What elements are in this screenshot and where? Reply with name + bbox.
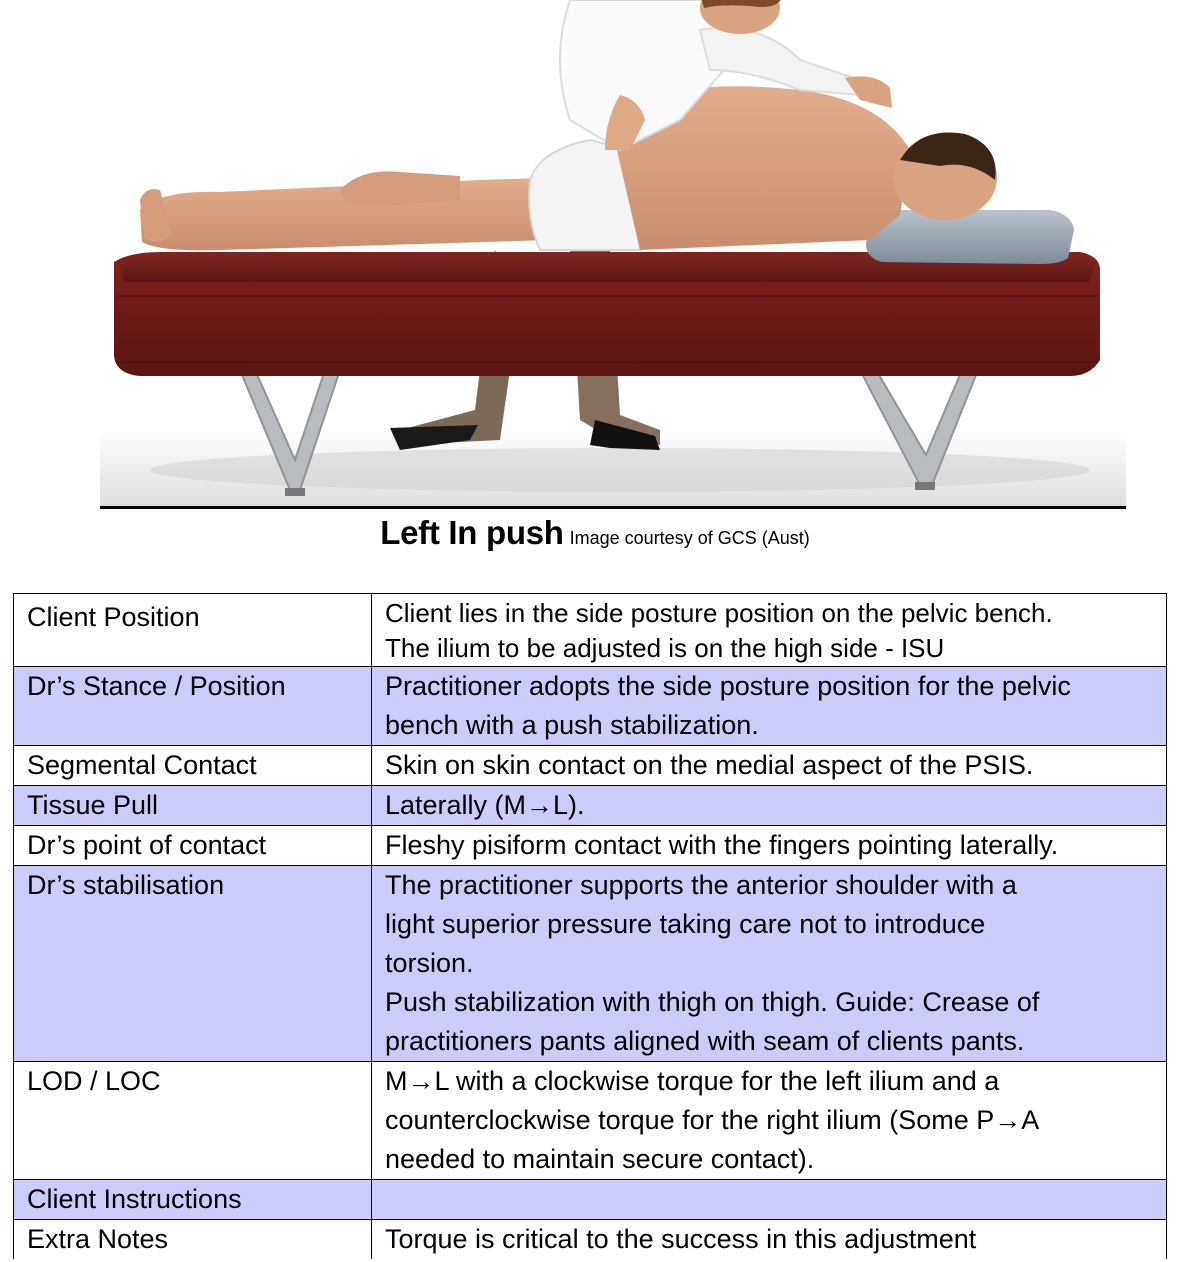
figure-rule (100, 506, 1126, 509)
text-line: The practitioner supports the anterior shoulder with a (385, 870, 1017, 900)
row-label: LOD / LOC (14, 1062, 372, 1180)
row-text (372, 1062, 1167, 1180)
table-row (14, 1062, 1167, 1180)
text-line: bench with a push stabilization. (385, 710, 759, 740)
text-line: Skin on skin contact on the medial aspect of the PSIS. (385, 750, 1034, 780)
table-row (14, 826, 1167, 866)
caption-title: Left In push (380, 514, 564, 551)
adjustment-photo (100, 0, 1126, 506)
row-text (372, 746, 1167, 786)
table-row (14, 1180, 1167, 1220)
table-row (14, 594, 1167, 667)
table-row (14, 866, 1167, 1062)
row-label: Client Instructions (14, 1180, 372, 1220)
row-text (372, 594, 1167, 667)
row-label: Dr’s Stance / Position (14, 667, 372, 746)
row-text (372, 667, 1167, 746)
row-text (372, 866, 1167, 1062)
row-text (372, 1220, 1167, 1260)
text-line: torsion. (385, 948, 474, 978)
table-row (14, 786, 1167, 826)
row-label: Extra Notes (14, 1220, 372, 1260)
row-label: Segmental Contact (14, 746, 372, 786)
table-row (14, 1220, 1167, 1260)
table-row (14, 746, 1167, 786)
text-line: counterclockwise torque for the right ilium (Some P→A (385, 1105, 1040, 1135)
text-line: Laterally (M→L). (385, 790, 585, 820)
text-line: light superior pressure taking care not to introduce (385, 909, 986, 939)
row-label: Dr’s stabilisation (14, 866, 372, 1062)
row-label: Tissue Pull (14, 786, 372, 826)
figure-caption (0, 514, 1190, 552)
caption-credit: Image courtesy of GCS (Aust) (569, 528, 810, 548)
row-label: Dr’s point of contact (14, 826, 372, 866)
text-line: Torque is critical to the success in this adjustment (385, 1224, 977, 1254)
row-text (372, 826, 1167, 866)
text-line: Client lies in the side posture position on the pelvic bench. (385, 598, 1053, 628)
text-line: needed to maintain secure contact). (385, 1144, 815, 1174)
row-text-empty (372, 1180, 1167, 1220)
row-text (372, 786, 1167, 826)
text-line: Practitioner adopts the side posture position for the pelvic (385, 671, 1071, 701)
row-label: Client Position (14, 594, 372, 667)
text-line: M→L with a clockwise torque for the left ilium and a (385, 1066, 1000, 1096)
text-line: The ilium to be adjusted is on the high side - ISU (385, 633, 945, 663)
text-line: Push stabilization with thigh on thigh. Guide: Crease of (385, 987, 1040, 1017)
text-line: Fleshy pisiform contact with the fingers pointing laterally. (385, 830, 1059, 860)
table-row (14, 667, 1167, 746)
adjustment-procedure-table (13, 593, 1167, 1259)
text-line: practitioners pants aligned with seam of clients pants. (385, 1026, 1025, 1056)
